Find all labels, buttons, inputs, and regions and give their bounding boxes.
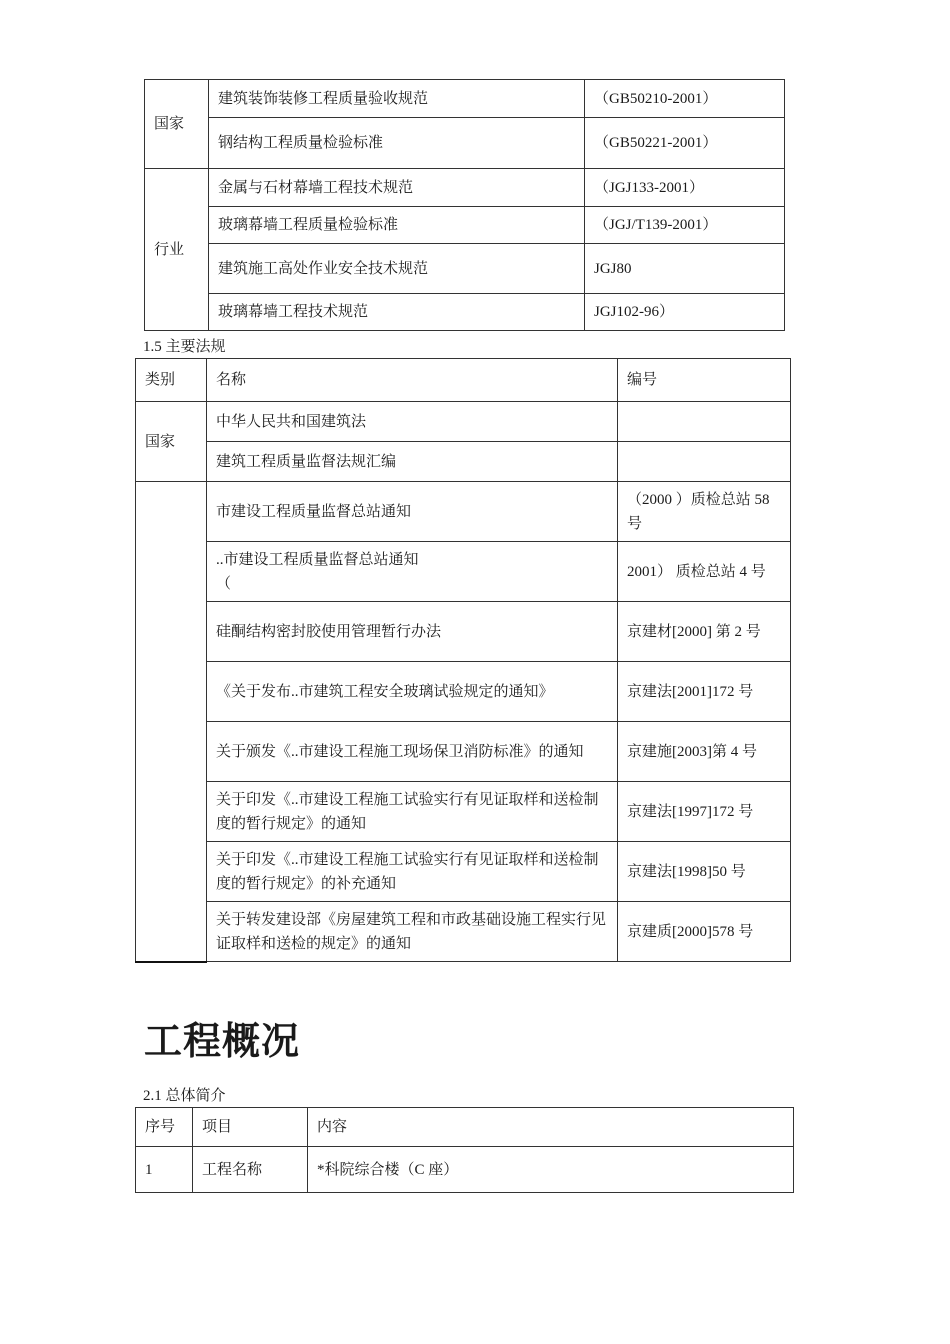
code-cell: 2001） 质检总站 4 号 <box>618 542 791 602</box>
table-row <box>136 782 791 842</box>
name-cell: 金属与石材幕墙工程技术规范 <box>209 169 585 207</box>
category-cell <box>136 482 207 962</box>
content-cell: *科院综合楼（C 座） <box>308 1147 794 1193</box>
code-cell: 京建质[2000]578 号 <box>618 902 791 962</box>
header-name: 名称 <box>207 359 618 402</box>
category-cell: 行业 <box>145 169 209 331</box>
code-cell: （GB50210-2001） <box>585 80 785 118</box>
name-cell: 《关于发布..市建筑工程安全玻璃试验规定的通知》 <box>207 662 618 722</box>
table-row <box>136 842 791 902</box>
table-row <box>136 722 791 782</box>
code-cell: 京建法[1997]172 号 <box>618 782 791 842</box>
table-row <box>145 294 785 331</box>
name-cell: 钢结构工程质量检验标准 <box>209 118 585 169</box>
name-cell: 建筑工程质量监督法规汇编 <box>207 442 618 482</box>
name-cell: 关于颁发《..市建设工程施工现场保卫消防标准》的通知 <box>207 722 618 782</box>
table-row <box>136 602 791 662</box>
header-item: 项目 <box>193 1108 308 1147</box>
header-category: 类别 <box>136 359 207 402</box>
code-cell: JGJ80 <box>585 244 785 294</box>
table-row <box>145 244 785 294</box>
header-no: 序号 <box>136 1108 193 1147</box>
table-row <box>136 402 791 442</box>
table-header-row <box>136 359 791 402</box>
table-row <box>145 118 785 169</box>
code-cell <box>618 442 791 482</box>
table-row <box>136 902 791 962</box>
item-cell: 工程名称 <box>193 1147 308 1193</box>
header-code: 编号 <box>618 359 791 402</box>
name-cell: 硅酮结构密封胶使用管理暂行办法 <box>207 602 618 662</box>
name-cell: 建筑装饰装修工程质量验收规范 <box>209 80 585 118</box>
name-cell: 玻璃幕墙工程技术规范 <box>209 294 585 331</box>
table-row <box>145 80 785 118</box>
code-cell: 京建材[2000] 第 2 号 <box>618 602 791 662</box>
name-cell: 关于印发《..市建设工程施工试验实行有见证取样和送检制度的暂行规定》的通知 <box>207 782 618 842</box>
code-cell: 京建施[2003]第 4 号 <box>618 722 791 782</box>
name-cell: 中华人民共和国建筑法 <box>207 402 618 442</box>
section-title: 2.1 总体简介 <box>143 1088 226 1104</box>
header-content: 内容 <box>308 1108 794 1147</box>
section-title: 1.5 主要法规 <box>143 339 226 355</box>
code-cell: （JGJ133-2001） <box>585 169 785 207</box>
table-row <box>136 482 791 542</box>
code-cell: 京建法[1998]50 号 <box>618 842 791 902</box>
code-cell: 京建法[2001]172 号 <box>618 662 791 722</box>
code-cell: JGJ102-96） <box>585 294 785 331</box>
name-cell: ..市建设工程质量监督总站通知 （ <box>207 542 618 602</box>
overview-table <box>135 1107 794 1193</box>
category-cell: 国家 <box>145 80 209 169</box>
name-cell: 关于转发建设部《房屋建筑工程和市政基础设施工程实行见证取样和送检的规定》的通知 <box>207 902 618 962</box>
name-cell: 玻璃幕墙工程质量检验标准 <box>209 207 585 244</box>
code-cell: （2000 ）质检总站 58 号 <box>618 482 791 542</box>
table-header-row <box>136 1108 794 1147</box>
standards-table <box>144 79 785 331</box>
code-cell: （JGJ/T139-2001） <box>585 207 785 244</box>
name-cell: 建筑施工高处作业安全技术规范 <box>209 244 585 294</box>
chapter-title: 工程概况 <box>144 1021 301 1063</box>
code-cell <box>618 402 791 442</box>
table-row <box>145 207 785 244</box>
table-row <box>145 169 785 207</box>
table-row <box>136 542 791 602</box>
name-cell: 市建设工程质量监督总站通知 <box>207 482 618 542</box>
name-cell: 关于印发《..市建设工程施工试验实行有见证取样和送检制度的暂行规定》的补充通知 <box>207 842 618 902</box>
regulations-table <box>135 358 791 963</box>
no-cell: 1 <box>136 1147 193 1193</box>
code-cell: （GB50221-2001） <box>585 118 785 169</box>
table-row <box>136 1147 794 1193</box>
table-row <box>136 662 791 722</box>
table-row <box>136 442 791 482</box>
category-cell: 国家 <box>136 402 207 482</box>
